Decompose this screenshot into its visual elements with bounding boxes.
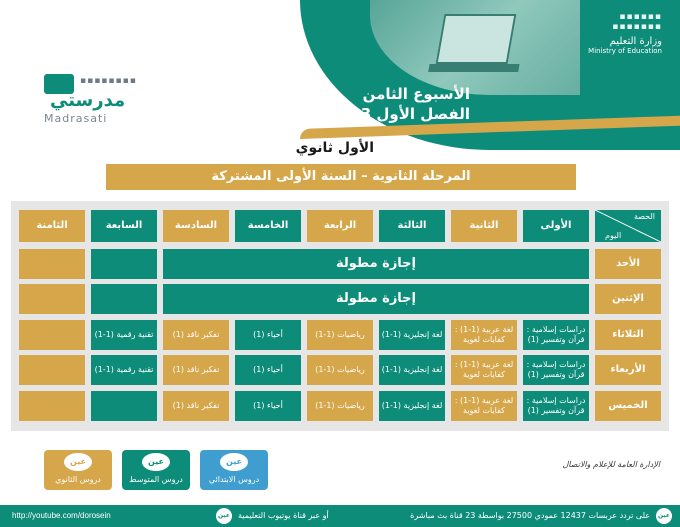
empty-cell (19, 320, 85, 350)
madrasati-name-en: Madrasati (44, 112, 108, 125)
schedule-corner (595, 210, 661, 242)
empty-cell (19, 249, 85, 279)
period-header: الثانية (451, 210, 517, 242)
period-header: الثامنة (19, 210, 85, 242)
empty-cell (91, 284, 157, 314)
madrasati-name-ar: مدرستي (50, 90, 126, 111)
class-cell: تفكير ناقد (1) (163, 355, 229, 385)
week-title (314, 84, 470, 124)
class-cell: رياضيات (1-1) (307, 320, 373, 350)
class-cell: أحياء (1) (235, 355, 301, 385)
period-header: الثالثة (379, 210, 445, 242)
class-cell: دراسات إسلامية : قرآن وتفسير (1) (523, 355, 589, 385)
stage-title: المرحلة الثانوية – السنة الأولى المشتركة (106, 164, 576, 190)
empty-cell (91, 391, 157, 421)
class-cell: تفكير ناقد (1) (163, 320, 229, 350)
class-cell: تقنية رقمية (1-1) (91, 355, 157, 385)
class-cell: دراسات إسلامية : قرآن وتفسير (1) (523, 391, 589, 421)
empty-cell (19, 355, 85, 385)
day-label: الثلاثاء (595, 320, 661, 350)
grade-title: الأول ثانوي (295, 140, 374, 156)
channel-buttons (20, 450, 260, 490)
channel-label: دروس الثانوي (55, 475, 101, 484)
class-cell: أحياء (1) (235, 320, 301, 350)
channel-intermediate[interactable] (122, 450, 190, 490)
corner-period-label: الحصة (633, 212, 655, 221)
week-label: الأسبوع الثامن (362, 85, 470, 103)
day-label: الخميس (595, 391, 661, 421)
day-label: الأربعاء (595, 355, 661, 385)
channel-secondary[interactable] (44, 450, 112, 490)
period-header: السابعة (91, 210, 157, 242)
empty-cell (19, 284, 85, 314)
admin-signature: الإدارة العامة للإعلام والاتصال (562, 460, 660, 469)
day-label: الأحد (595, 249, 661, 279)
footer-bar (0, 505, 680, 527)
ein-logo-icon: عين (220, 453, 248, 471)
youtube-text: أو عبر قناة يوتيوب التعليمية (238, 511, 329, 520)
class-cell: لغة إنجليزية (1-1) (379, 391, 445, 421)
class-cell: لغة إنجليزية (1-1) (379, 320, 445, 350)
ein-footer-icon: عين (216, 508, 232, 524)
channel-primary[interactable] (200, 450, 268, 490)
class-cell: أحياء (1) (235, 391, 301, 421)
class-cell: رياضيات (1-1) (307, 355, 373, 385)
holiday-banner: إجازة مطولة (163, 249, 589, 279)
youtube-url[interactable]: http://youtube.com/dorosein (12, 511, 111, 520)
class-cell: تقنية رقمية (1-1) (91, 320, 157, 350)
ministry-logo (582, 12, 662, 55)
corner-day-label: اليوم (605, 231, 622, 240)
channel-label: دروس الابتدائي (208, 475, 260, 484)
ein-logo-icon: عين (64, 453, 92, 471)
term-label: الفصل الأول 1443هـ (313, 105, 470, 123)
ein-logo-icon: عين (142, 453, 170, 471)
class-cell: لغة عربية (1-1) : كفايات لغوية (451, 320, 517, 350)
channel-label: دروس المتوسط (129, 475, 183, 484)
class-cell: دراسات إسلامية : قرآن وتفسير (1) (523, 320, 589, 350)
ministry-name-en: Ministry of Education (588, 47, 662, 55)
class-cell: لغة إنجليزية (1-1) (379, 355, 445, 385)
ein-footer-icon: عين (656, 508, 672, 524)
day-label: الإثنين (595, 284, 661, 314)
period-header: الرابعة (307, 210, 373, 242)
class-cell: رياضيات (1-1) (307, 391, 373, 421)
schedule-table (11, 201, 669, 431)
period-header: الأولى (523, 210, 589, 242)
satellite-text: على تردد عربسات 12437 عمودي 27500 بواسطة 23 قناة بث مباشرة (410, 511, 650, 520)
laptop-illustration (436, 14, 517, 64)
class-cell: لغة عربية (1-1) : كفايات لغوية (451, 391, 517, 421)
class-cell: لغة عربية (1-1) : كفايات لغوية (451, 355, 517, 385)
class-cell: تفكير ناقد (1) (163, 391, 229, 421)
period-header: السادسة (163, 210, 229, 242)
madrasati-logo (40, 68, 160, 123)
madrasati-dots-icon: ▪▪▪▪▪▪▪▪ (80, 76, 137, 86)
ministry-name-ar: وزارة التعليم (609, 36, 662, 47)
holiday-banner: إجازة مطولة (163, 284, 589, 314)
empty-cell (91, 249, 157, 279)
empty-cell (19, 391, 85, 421)
ministry-dots-icon: ▪▪▪▪▪▪ ▪▪▪▪▪▪▪ (612, 12, 662, 32)
period-header: الخامسة (235, 210, 301, 242)
